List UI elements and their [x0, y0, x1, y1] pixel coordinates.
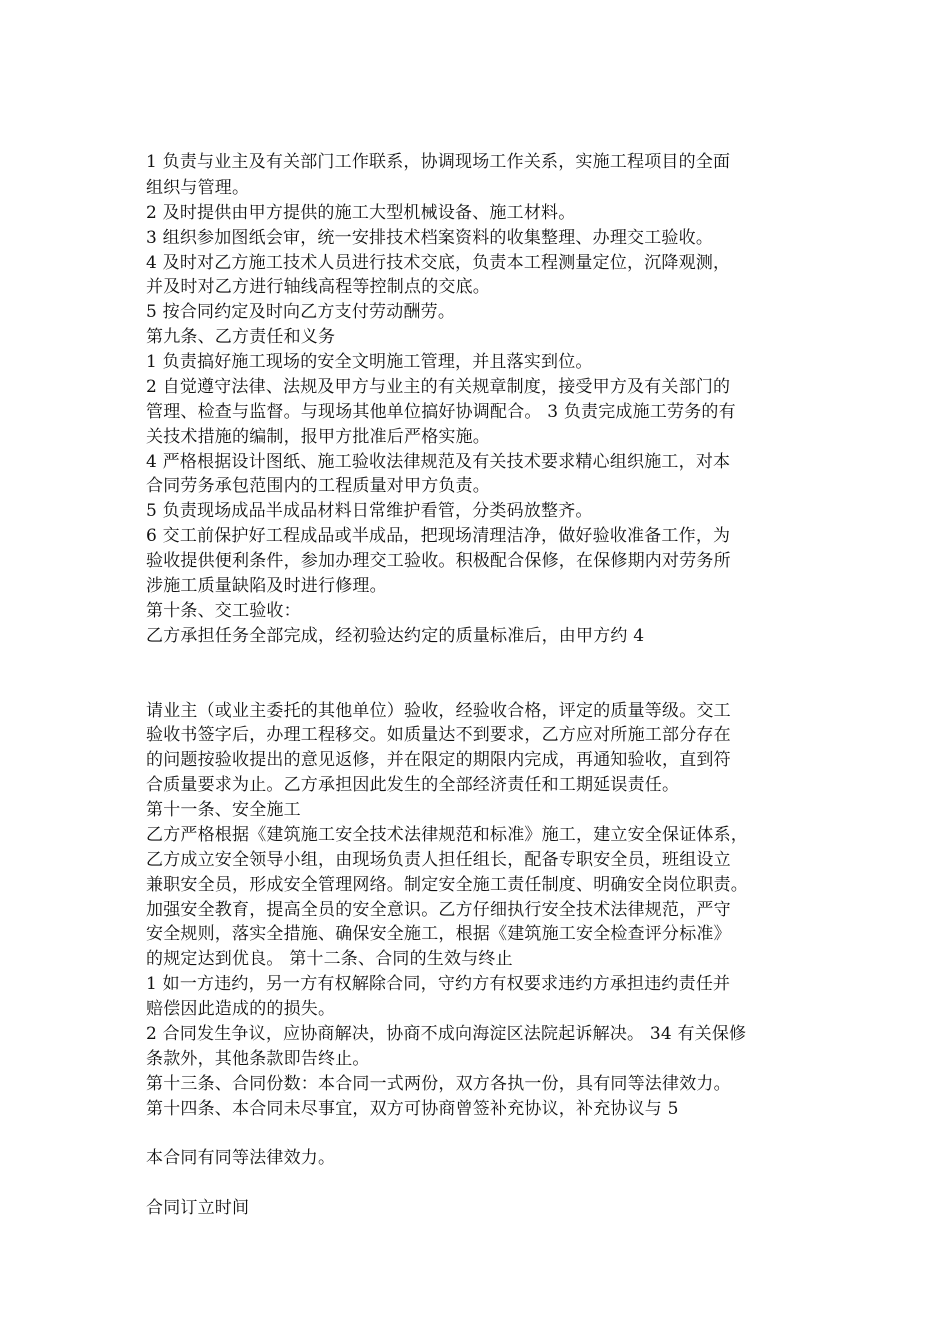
text-line: 乙方承担任务全部完成，经初验达约定的质量标准后，由甲方约 4 — [146, 626, 645, 646]
section-heading: 第十四条、本合同未尽事宜，双方可协商曾签补充协议，补充协议与 5 — [146, 1099, 679, 1119]
text-line: 1 如一方违约，另一方有权解除合同，守约方有权要求违约方承担违约责任并 — [146, 974, 731, 994]
text-line: 安全规则，落实全措施、确保安全施工，根据《建筑施工安全检查评分标准》 — [146, 924, 731, 944]
text-line: 6 交工前保护好工程成品或半成品，把现场清理洁净，做好验收准备工作，为 — [146, 526, 731, 546]
section-heading: 第九条、乙方责任和义务 — [146, 327, 336, 347]
section-heading: 第十三条、合同份数：本合同一式两份，双方各执一份，具有同等法律效力。 — [146, 1074, 731, 1094]
text-line: 1 负责搞好施工现场的安全文明施工管理，并且落实到位。 — [146, 352, 593, 372]
text-line: 的问题按验收提出的意见返修，并在限定的期限内完成，再通知验收，直到符 — [146, 750, 731, 770]
text-line: 5 负责现场成品半成品材料日常维护看管，分类码放整齐。 — [146, 501, 593, 521]
text-line: 合同订立时间 — [146, 1198, 250, 1218]
text-line: 4 严格根据设计图纸、施工验收法律规范及有关技术要求精心组织施工，对本 — [146, 452, 731, 472]
text-line: 加强安全教育，提高全员的安全意识。乙方仔细执行安全技术法律规范，严守 — [146, 900, 731, 920]
text-line: 3 组织参加图纸会审，统一安排技术档案资料的收集整理、办理交工验收。 — [146, 228, 714, 248]
text-line: 2 合同发生争议，应协商解决，协商不成向海淀区法院起诉解决。 34 有关保修 — [146, 1024, 747, 1044]
text-line: 请业主（或业主委托的其他单位）验收，经验收合格，评定的质量等级。交工 — [146, 701, 731, 721]
text-line: 组织与管理。 — [146, 178, 250, 198]
text-line: 乙方严格根据《建筑施工安全技术法律规范和标准》施工，建立安全保证体系， — [146, 825, 748, 845]
text-line: 4 及时对乙方施工技术人员进行技术交底，负责本工程测量定位，沉降观测， — [146, 253, 731, 273]
text-line: 5 按合同约定及时向乙方支付劳动酬劳。 — [146, 302, 456, 322]
text-line: 涉施工质量缺陷及时进行修理。 — [146, 576, 387, 596]
text-line: 并及时对乙方进行轴线高程等控制点的交底。 — [146, 277, 490, 297]
text-line: 验收提供便利条件，参加办理交工验收。积极配合保修，在保修期内对劳务所 — [146, 551, 731, 571]
text-line: 1 负责与业主及有关部门工作联系，协调现场工作关系，实施工程项目的全面 — [146, 152, 731, 172]
section-heading: 第十一条、安全施工 — [146, 800, 301, 820]
section-heading: 第十条、交工验收： — [146, 601, 301, 621]
text-line: 合质量要求为止。乙方承担因此发生的全部经济责任和工期延误责任。 — [146, 775, 680, 795]
text-line: 的规定达到优良。 第十二条、合同的生效与终止 — [146, 949, 513, 969]
text-line: 兼职安全员，形成安全管理网络。制定安全施工责任制度、明确安全岗位职责。 — [146, 875, 748, 895]
text-line: 2 自觉遵守法律、法规及甲方与业主的有关规章制度，接受甲方及有关部门的 — [146, 377, 731, 397]
text-line: 管理、检查与监督。与现场其他单位搞好协调配合。 3 负责完成施工劳务的有 — [146, 402, 736, 422]
text-line: 验收书签字后，办理工程移交。如质量达不到要求，乙方应对所施工部分存在 — [146, 725, 731, 745]
text-line: 合同劳务承包范围内的工程质量对甲方负责。 — [146, 476, 490, 496]
text-line: 条款外，其他条款即告终止。 — [146, 1049, 370, 1069]
text-line: 乙方成立安全领导小组，由现场负责人担任组长，配备专职安全员，班组设立 — [146, 850, 731, 870]
text-line: 2 及时提供由甲方提供的施工大型机械设备、施工材料。 — [146, 203, 576, 223]
text-line: 本合同有同等法律效力。 — [146, 1148, 336, 1168]
text-line: 赔偿因此造成的的损失。 — [146, 999, 336, 1019]
text-line: 关技术措施的编制，报甲方批准后严格实施。 — [146, 427, 490, 447]
